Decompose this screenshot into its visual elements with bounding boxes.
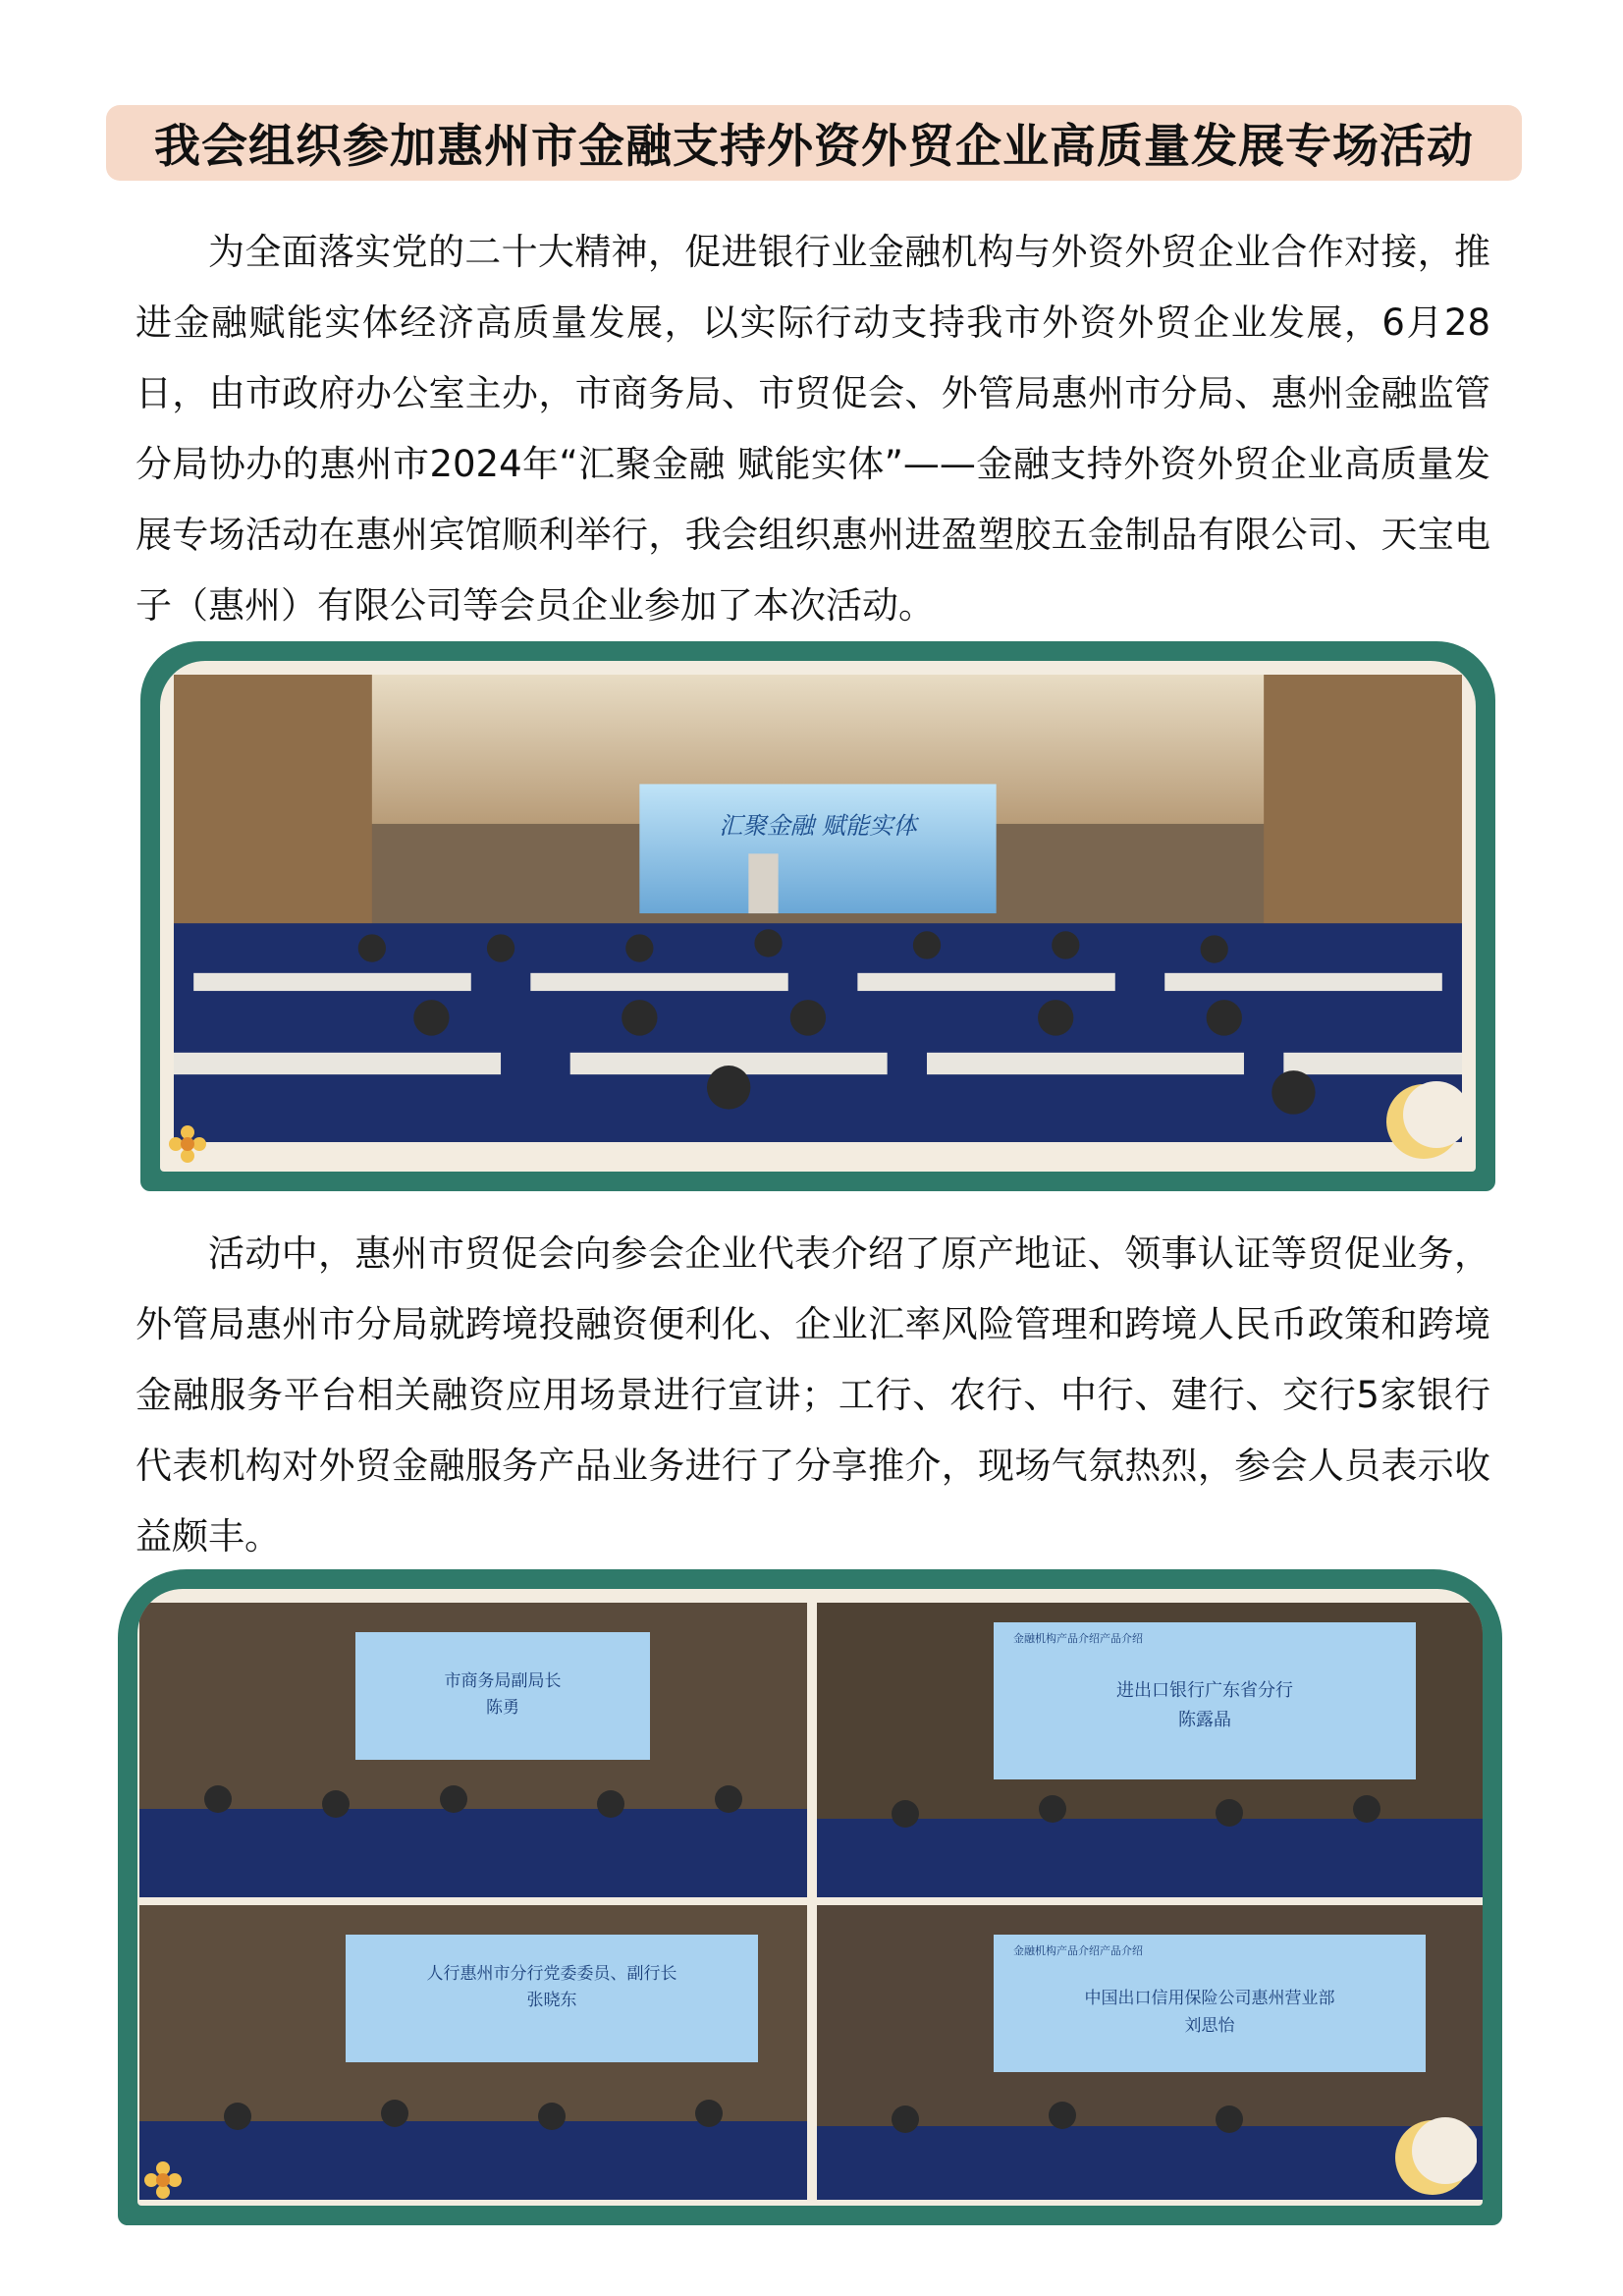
screen-text-line2: 陈露晶 (1178, 1710, 1231, 1730)
screen-text-line2: 张晓东 (526, 1991, 577, 2010)
conference-photo-main (174, 675, 1462, 1142)
page-title: 我会组织参加惠州市金融支持外资外贸企业高质量发展专场活动 (154, 120, 1474, 174)
moon-decoration-icon (1388, 2113, 1477, 2202)
conference-hall-illustration (174, 675, 1462, 1142)
paragraph-activity: 活动中，惠州市贸促会向参会企业代表介绍了原产地证、领事认证等贸促业务，外管局惠州市分局就跨境投融资便利化、企业汇率风险管理和跨境人民币政策和跨境金融服务平台相关融资应用场景进行宣讲；工行、农行、中行、建行、交行5家银行代表机构对外贸金融服务产品业务进行了分享推介，现场气氛热烈，参会人员表示收益颇丰。 (135, 1232, 1490, 1558)
speaker-photo-4 (817, 1905, 1483, 2200)
screen-text-line0: 金融机构产品介绍产品介绍 (1013, 1632, 1143, 1645)
screen-text-line0: 金融机构产品介绍产品介绍 (1013, 1944, 1143, 1957)
photo-frame-inner (137, 1589, 1483, 2206)
speaker-photo-1 (139, 1603, 807, 1897)
screen-text-line2: 刘思怡 (1184, 2016, 1235, 2036)
screen-text-line2: 陈勇 (486, 1698, 519, 1718)
screen-text-line1: 中国出口信用保险公司惠州营业部 (1084, 1989, 1335, 2008)
moon-decoration-icon (1380, 1077, 1468, 1166)
paragraph-intro: 为全面落实党的二十大精神，促进银行业金融机构与外资外贸企业合作对接，推进金融赋能实体经济高质量发展，以实际行动支持我市外资外贸企业发展，6月28日，由市政府办公室主办，市商务局、市贸促会、外管局惠州市分局、惠州金融监管分局协办的惠州市2024年“汇聚金融 赋能实体”——金融支持外资外贸企业高质量发展专场活动在惠州宾馆顺利举行，我会组织惠州进盈塑胶五金制品有限公司、天宝电子（惠州）有限公司等会员企业参加了本次活动。 (135, 231, 1490, 627)
screen-text-line1: 进出口银行广东省分行 (1116, 1680, 1293, 1701)
flower-decoration-icon (143, 2160, 183, 2200)
page-title-banner (106, 105, 1522, 181)
screen-title-text: 汇聚金融 赋能实体 (719, 811, 917, 841)
flower-decoration-icon (168, 1124, 207, 1164)
screen-text-line1: 市商务局副局长 (444, 1671, 562, 1691)
speaker-photo-2 (817, 1603, 1483, 1897)
photo-frame-main (140, 641, 1495, 1191)
photo-frame-inner (160, 661, 1476, 1172)
photo-frame-grid (118, 1569, 1502, 2225)
speaker-photo-3 (139, 1905, 807, 2200)
screen-text-line1: 人行惠州市分行党委委员、副行长 (426, 1964, 677, 1984)
